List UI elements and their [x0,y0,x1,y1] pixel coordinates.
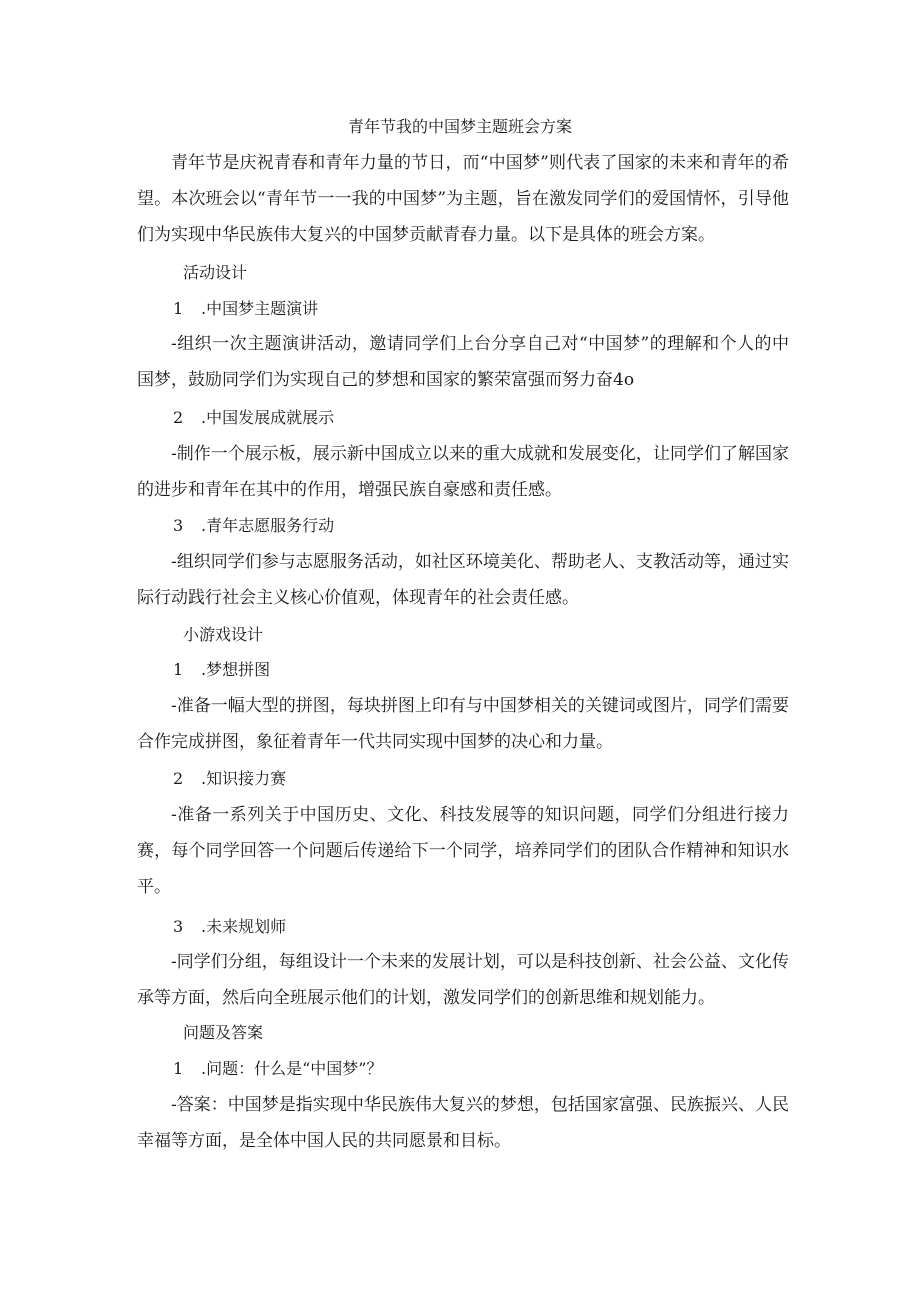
activity-3-title [173,514,334,538]
game-3-number: 3 [173,917,184,936]
activities-heading: 活动设计 [183,263,248,282]
document-title: 青年节我的中国梦主题班会方案 [347,117,572,136]
qa-1-question [173,1057,382,1081]
intro-paragraph: 青年节是庆祝青春和青年力量的节日，而“中国梦”则代表了国家的未来和青年的希望。本次班会以“青年节一一我的中国梦”为主题，旨在激发同学们的爱国情怀，引导他们为实现中华民族伟大复兴的中国梦贡献青春力量。以下是具体的班会方案。 [137,153,789,245]
game-1-title [173,658,270,682]
activity-1-description: -组织一次主题演讲活动，邀请同学们上台分享自己对“中国梦”的理解和个人的中国梦，鼓励同学们为实现自己的梦想和国家的繁荣富强而努力奋4o [137,334,789,390]
game-1-number: 1 [173,660,184,679]
activity-1-title-text: .中国梦主题演讲 [201,299,319,318]
game-2-title-text: .知识接力赛 [201,769,287,788]
qa-1-question-text: .问题：什么是“中国梦”？ [201,1059,383,1078]
qa-1-answer: -答案：中国梦是指实现中华民族伟大复兴的梦想，包括国家富强、民族振兴、人民幸福等方面，是全体中国人民的共同愿景和目标。 [137,1095,789,1151]
game-3-title [173,915,286,939]
activity-3-title-text: .青年志愿服务行动 [201,516,335,535]
activity-2-description: -制作一个展示板，展示新中国成立以来的重大成就和发展变化，让同学们了解国家的进步和青年在其中的作用，增强民族自豪感和责任感。 [137,444,789,500]
qa-heading: 问题及答案 [183,1023,264,1042]
game-2-description: -准备一系列关于中国历史、文化、科技发展等的知识问题，同学们分组进行接力赛，每个同学回答一个问题后传递给下一个同学，培养同学们的团队合作精神和知识水平。 [137,805,789,897]
qa-1-number: 1 [173,1059,184,1078]
game-1-description: -准备一幅大型的拼图，每块拼图上印有与中国梦相关的关键词或图片，同学们需要合作完成拼图，象征着青年一代共同实现中国梦的决心和力量。 [137,696,789,752]
activity-3-number: 3 [173,516,184,535]
game-2-title [173,767,286,791]
activity-2-number: 2 [173,408,184,427]
activity-2-title-text: .中国发展成就展示 [201,408,335,427]
activity-1-title [173,297,318,321]
activity-3-description: -组织同学们参与志愿服务活动，如社区环境美化、帮助老人、支教活动等，通过实际行动践行社会主义核心价值观，体现青年的社会责任感。 [137,552,789,608]
activity-2-title [173,406,334,430]
game-3-description: -同学们分组，每组设计一个未来的发展计划，可以是科技创新、社会公益、文化传承等方面，然后向全班展示他们的计划，激发同学们的创新思维和规划能力。 [137,952,789,1008]
game-2-number: 2 [173,769,184,788]
game-1-title-text: .梦想拼图 [201,660,271,679]
game-3-title-text: .未来规划师 [201,917,287,936]
games-heading: 小游戏设计 [183,625,264,644]
activity-1-number: 1 [173,299,184,318]
